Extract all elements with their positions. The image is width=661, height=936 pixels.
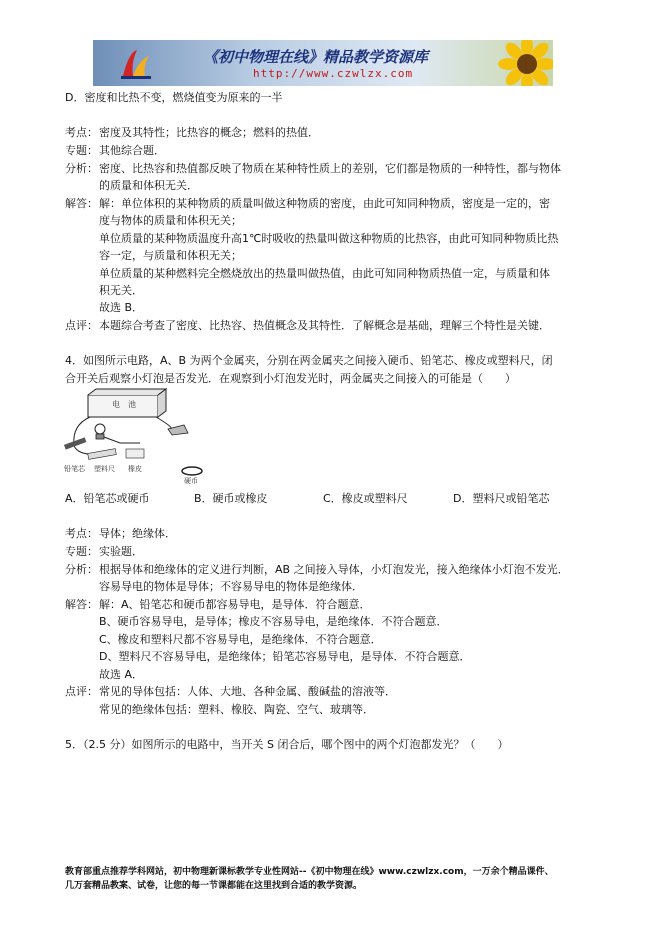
- q4-kaodian: 导体；绝缘体．: [99, 527, 176, 540]
- q3-fenxi-line: 的质量和体积无关．: [99, 179, 198, 192]
- sunflower-icon: [497, 40, 553, 86]
- q4-option-d: D．塑料尺或铅笔芯: [453, 492, 550, 505]
- q4-option-a: A．铅笔芯或硬币: [65, 492, 150, 505]
- q3-kaodian: 密度及其特性；比热容的概念；燃料的热值．: [99, 126, 319, 139]
- q3-option-d: D．密度和比热不变，燃烧值变为原来的一半: [65, 91, 283, 104]
- q4-jieda-line: B、硬币容易导电，是导体；橡皮不容易导电，是绝缘体．不符合题意．: [99, 615, 448, 628]
- footer-line: 教育部重点推荐学科网站，初中物理新课标教学专业性网站--《初中物理在线》www.czwlzx.com，一万余个精品课件、: [65, 867, 554, 877]
- q4-jieda-line: 故选 A．: [99, 668, 144, 681]
- q3-jieda-line: 故选 B．: [99, 301, 144, 314]
- q4-option-c: C．橡皮或塑料尺: [323, 492, 408, 505]
- q3-jieda-line: 容一定，与质量和体积无关；: [99, 249, 242, 262]
- q4-circuit-figure: [60, 385, 220, 485]
- q3-jieda-line: 单位质量的某种物质温度升高1℃时吸收的热量叫做这种物质的比热容，由此可知同种物质比热: [99, 232, 559, 245]
- q4-option-b: B．硬币或橡皮: [194, 492, 268, 505]
- figure-label-eraser: 橡皮: [128, 465, 142, 473]
- q4-zhuanti: 实验题．: [99, 545, 143, 558]
- q4-fenxi-label: 分析：: [65, 563, 98, 576]
- q4-fenxi-line: 容易导电的物体是导体；不容易导电的物体是绝缘体．: [99, 580, 363, 593]
- q3-jieda-line: 单位质量的某种燃料完全燃烧放出的热量叫做热值，由此可知同种物质热值一定，与质量和体: [99, 267, 550, 280]
- q3-jieda-line: 度与物体的质量和体积无关；: [99, 214, 242, 227]
- q4-zhuanti-label: 专题：: [65, 545, 98, 558]
- q3-jieda-line: 解：单位体积的某种物质的质量叫做这种物质的密度，由此可知同种物质，密度是一定的，密: [99, 197, 550, 210]
- q4-dianping-line: 常见的导体包括：人体、大地、各种金属、酸碱盐的溶液等．: [99, 685, 396, 698]
- q3-jieda-label: 解答：: [65, 197, 98, 210]
- q4-jieda-label: 解答：: [65, 598, 98, 611]
- q3-zhuanti-label: 专题：: [65, 144, 98, 157]
- q4-stem-line: 合开关后观察小灯泡是否发光．在观察到小灯泡发光时，两金属夹之间接入的可能是（ ）: [65, 372, 516, 385]
- q3-fenxi-label: 分析：: [65, 162, 98, 175]
- q5-stem: 5．（2.5 分）如图所示的电路中，当开关 S 闭合后，哪个图中的两个灯泡都发光？（ ）: [65, 738, 509, 751]
- q3-dianping-label: 点评：: [65, 319, 98, 332]
- figure-label-coin: 硬币: [184, 477, 198, 485]
- q4-jieda-line: 解：A、铅笔芯和硬币都容易导电，是导体．符合题意．: [99, 598, 371, 611]
- q3-jieda-line: 积无关．: [99, 284, 143, 297]
- q4-jieda-line: D、塑料尺不容易导电，是绝缘体；铅笔芯容易导电，是导体．不符合题意．: [99, 650, 471, 663]
- banner-url[interactable]: http://www.czwlzx.com: [253, 67, 414, 80]
- figure-label-pencil: 铅笔芯: [64, 465, 85, 473]
- q4-stem-line: 4．如图所示电路，A、B 为两个金属夹，分别在两金属夹之间接入硬币、铅笔芯、橡皮或塑料尺，闭: [65, 354, 553, 367]
- header-banner: [93, 40, 553, 86]
- q3-kaodian-label: 考点：: [65, 126, 98, 139]
- q4-fenxi-line: 根据导体和绝缘体的定义进行判断，AB 之间接入导体，小灯泡发光，接入绝缘体小灯泡不发光．: [99, 563, 569, 576]
- figure-label-ruler: 塑料尺: [94, 465, 115, 473]
- figure-label-battery: 电 池: [112, 400, 136, 409]
- q3-zhuanti: 其他综合题．: [99, 144, 165, 157]
- banner-title: 《初中物理在线》精品教学资源库: [203, 48, 429, 66]
- footer-line: 几万套精品教案、试卷，让您的每一节课都能在这里找到合适的教学资源。: [65, 881, 363, 891]
- q3-dianping: 本题综合考查了密度、比热容、热值概念及其特性．了解概念是基础，理解三个特性是关键．: [99, 319, 550, 332]
- q3-fenxi-line: 密度、比热容和热值都反映了物质在某种特性质上的差别，它们都是物质的一种特性，都与物体: [99, 162, 561, 175]
- q4-dianping-label: 点评：: [65, 685, 98, 698]
- q4-kaodian-label: 考点：: [65, 527, 98, 540]
- q4-dianping-line: 常见的绝缘体包括：塑料、橡胶、陶瓷、空气、玻璃等．: [99, 703, 374, 716]
- site-logo-icon: [119, 46, 153, 80]
- q4-jieda-line: C、橡皮和塑料尺都不容易导电，是绝缘体．不符合题意．: [99, 633, 382, 646]
